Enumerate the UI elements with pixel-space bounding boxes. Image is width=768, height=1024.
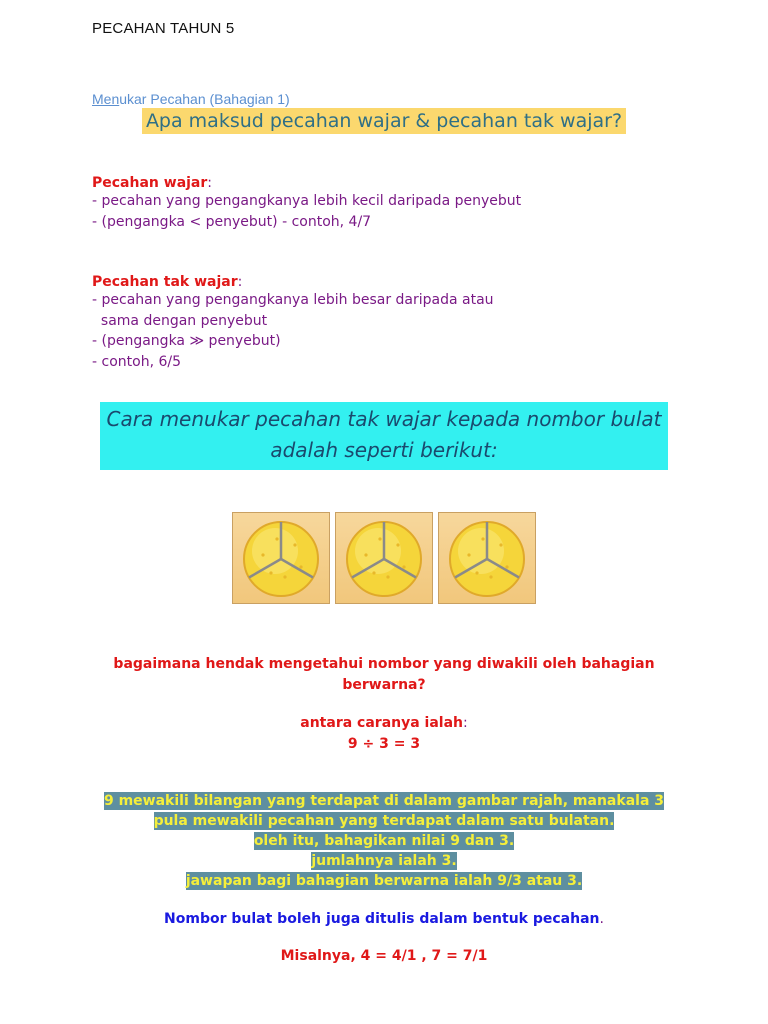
pie-circle <box>439 513 537 605</box>
equation: 9 ÷ 3 = 3 <box>347 736 421 752</box>
question-line-2: berwarna? <box>342 677 426 693</box>
pie-speck <box>364 553 367 556</box>
pie-speck <box>489 575 492 578</box>
explanation-line-1 <box>0 793 768 809</box>
method-label-text: antara caranya ialah <box>300 715 464 731</box>
method-box <box>100 402 668 470</box>
proper-line-1: - pecahan yang pengangkanya lebih kecil daripada penyebut <box>92 193 522 209</box>
improper-line-2: sama dengan penyebut <box>92 313 268 329</box>
proper-title <box>92 172 212 191</box>
improper-title <box>92 271 242 290</box>
pie-speck <box>378 537 381 540</box>
link-rest[interactable]: ukar Pecahan (Bahagian 1) <box>119 91 290 107</box>
pie-speck <box>396 543 399 546</box>
main-question <box>0 110 768 132</box>
section-link[interactable] <box>92 91 290 107</box>
link-underlined-part[interactable]: Men <box>92 91 120 107</box>
pie-speck <box>293 543 296 546</box>
question-line-1: bagaimana hendak mengetahui nombor yang diwakili oleh bahagian <box>113 656 655 672</box>
note <box>0 911 768 927</box>
pie-speck <box>402 565 405 568</box>
pie-speck <box>475 571 478 574</box>
proper-colon: : <box>207 175 213 191</box>
pie-speck <box>499 543 502 546</box>
explanation-line-4 <box>0 853 768 869</box>
improper-line-3: - (pengangka ≫ penyebut) <box>92 333 281 349</box>
pie-speck <box>505 565 508 568</box>
pie-highlight <box>252 528 298 574</box>
proper-title-text: Pecahan wajar <box>92 175 208 191</box>
method-box-line-2: adalah seperti berikut: <box>270 438 498 462</box>
note-dot: . <box>599 911 604 927</box>
pie-speck <box>283 575 286 578</box>
note-text: Nombor bulat boleh juga ditulis dalam bentuk pecahan <box>164 911 600 927</box>
pie-illustration <box>232 512 536 604</box>
pie-highlight <box>355 528 401 574</box>
proper-line-2: - (pengangka < penyebut) - contoh, 4/7 <box>92 214 372 230</box>
explanation-line-5 <box>0 873 768 889</box>
explanation-text-5: jawapan bagi bahagian berwarna ialah 9/3 atau 3. <box>185 873 583 889</box>
pie-speck <box>261 553 264 556</box>
main-question-text: Apa maksud pecahan wajar & pecahan tak wajar? <box>142 108 626 134</box>
explanation-text-2: pula mewakili pecahan yang terdapat dalam satu bulatan. <box>153 813 615 829</box>
pie-circle <box>233 513 331 605</box>
improper-title-text: Pecahan tak wajar <box>92 274 238 290</box>
explanation-text-1: 9 mewakili bilangan yang terdapat di dalam gambar rajah, manakala 3 <box>103 793 665 809</box>
explanation-line-2 <box>0 813 768 829</box>
improper-colon: : <box>237 274 243 290</box>
pie-speck <box>299 565 302 568</box>
pie-tile <box>335 512 433 604</box>
pie-speck <box>386 575 389 578</box>
explanation-text-3: oleh itu, bahagikan nilai 9 dan 3. <box>253 833 515 849</box>
pie-speck <box>269 571 272 574</box>
method-colon: : <box>463 715 468 731</box>
pie-highlight <box>458 528 504 574</box>
example: Misalnya, 4 = 4/1 , 7 = 7/1 <box>280 948 488 964</box>
pie-tile <box>232 512 330 604</box>
pie-speck <box>275 537 278 540</box>
pie-circle <box>336 513 434 605</box>
method-label <box>0 715 768 731</box>
improper-line-4: - contoh, 6/5 <box>92 354 181 370</box>
page-header: PECAHAN TAHUN 5 <box>92 20 235 37</box>
pie-speck <box>467 553 470 556</box>
pie-tile <box>438 512 536 604</box>
explanation-line-3 <box>0 833 768 849</box>
explanation-text-4: jumlahnya ialah 3. <box>311 853 457 869</box>
method-box-line-1: Cara menukar pecahan tak wajar kepada nombor bulat <box>106 407 662 431</box>
pie-speck <box>481 537 484 540</box>
improper-line-1: - pecahan yang pengangkanya lebih besar daripada atau <box>92 292 494 308</box>
pie-speck <box>372 571 375 574</box>
